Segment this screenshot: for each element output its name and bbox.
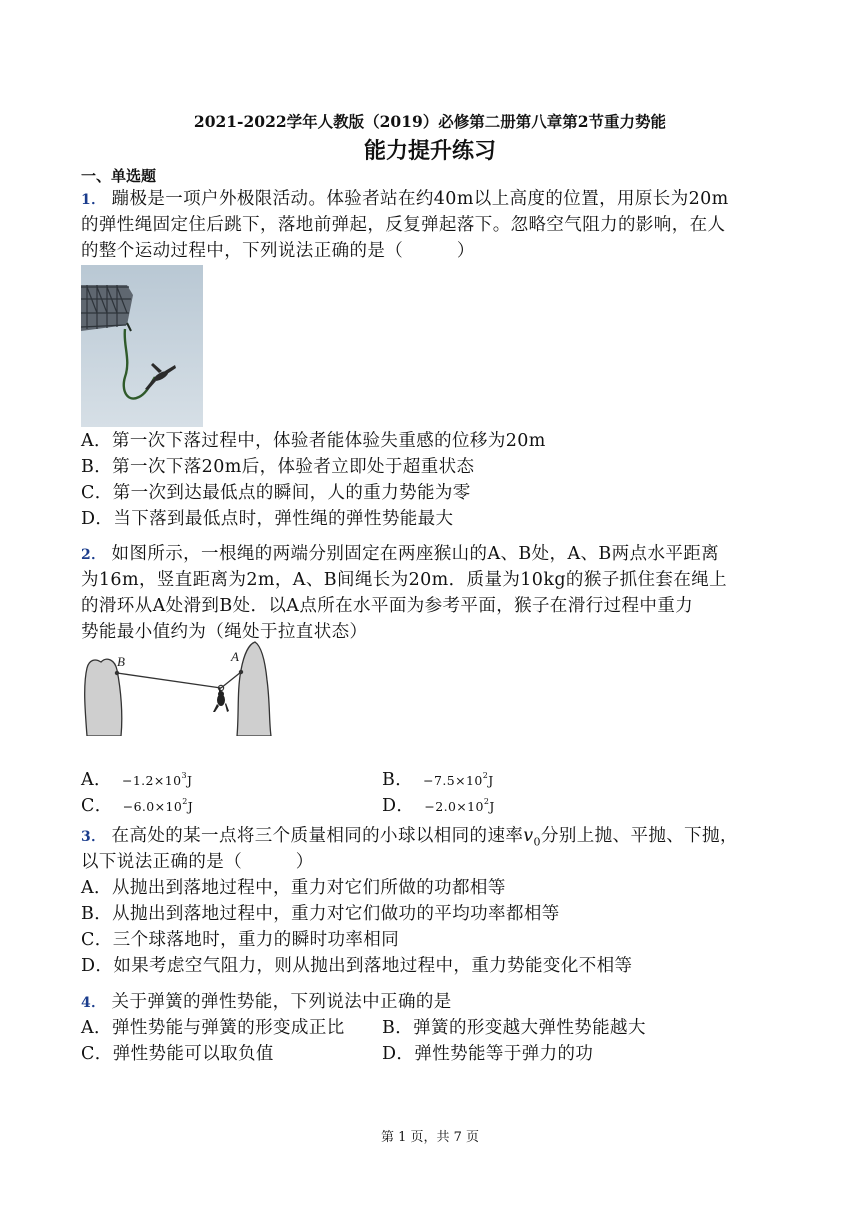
q3-option-d: D．如果考虑空气阻力，则从抛出到落地过程中，重力势能变化不相等 — [81, 956, 633, 976]
q2-line-2: 为16m，竖直距离为2m，A、B间绳长为20m．质量为10kg的猴子抓住套在绳上 — [81, 570, 728, 590]
q2-option-d: D． $-2.0\times 10^2J$ — [382, 795, 495, 816]
q2-line-1: 2． 如图所示，一根绳的两端分别固定在两座猴山的A、B处，A、B两点水平距离 — [81, 544, 720, 564]
q4-number: 4． — [81, 995, 106, 1011]
q3-option-c: C．三个球落地时，重力的瞬时功率相同 — [81, 930, 400, 950]
q1-number: 1． — [81, 192, 106, 208]
q2-option-b: B． $-7.5\times 10^2J$ — [382, 769, 494, 790]
q3-line-1: 3． 在高处的某一点将三个质量相同的小球以相同的速率$v_0$分别上抛、平抛、下抛， — [81, 826, 738, 849]
label-a: A — [231, 649, 239, 664]
q4-option-d: D．弹性势能等于弹力的功 — [382, 1044, 594, 1064]
document-title: 2021-2022学年人教版（2019）必修第二册第八章第2节重力势能 — [193, 112, 667, 131]
section-heading: 一、单选题 — [81, 167, 157, 185]
document-subtitle: 能力提升练习 — [363, 138, 496, 164]
q1-option-b: B．第一次下落20m后，体验者立即处于超重状态 — [81, 457, 475, 477]
monkey-mountain-figure — [81, 640, 281, 736]
q4-option-c: C．弹性势能可以取负值 — [81, 1044, 274, 1064]
q2-number: 2． — [81, 547, 106, 563]
bungee-photo — [81, 265, 203, 427]
q1-option-a: A．第一次下落过程中，体验者能体验失重感的位移为20m — [81, 431, 546, 451]
q2-line-3: 的滑环从A处滑到B处．以A点所在水平面为参考平面，猴子在滑行过程中重力 — [81, 596, 694, 616]
q3-option-b: B．从抛出到落地过程中，重力对它们做功的平均功率都相等 — [81, 904, 560, 924]
q2-option-c: C． $-6.0\times 10^2J$ — [81, 795, 194, 816]
page-footer: 第 1 页，共 7 页 — [380, 1130, 480, 1145]
q3-line-2: 以下说法正确的是（ ） — [81, 852, 314, 872]
q4-option-b: B．弹簧的形变越大弹性势能越大 — [382, 1018, 646, 1038]
q4-option-a: A．弹性势能与弹簧的形变成正比 — [81, 1018, 345, 1038]
q2-line-4: 势能最小值约为（绳处于拉直状态） — [81, 622, 368, 642]
q3-number: 3． — [81, 829, 106, 845]
label-b: B — [117, 654, 125, 669]
q1-line-2: 的弹性绳固定住后跳下，落地前弹起，反复弹起落下。忽略空气阻力的影响，在人 — [81, 215, 726, 235]
q4-line-1: 4． 关于弹簧的弹性势能，下列说法中正确的是 — [81, 992, 452, 1012]
q1-line-3: 的整个运动过程中，下列说法正确的是（ ） — [81, 241, 475, 261]
q2-option-a: A． $-1.2\times 10^3J$ — [81, 769, 193, 790]
q1-option-c: C．第一次到达最低点的瞬间，人的重力势能为零 — [81, 483, 471, 503]
q1-line-1: 1． 蹦极是一项户外极限活动。体验者站在约40m以上高度的位置，用原长为20m — [81, 189, 729, 209]
q3-option-a: A．从抛出到落地过程中，重力对它们所做的功都相等 — [81, 878, 506, 898]
q1-option-d: D．当下落到最低点时，弹性绳的弹性势能最大 — [81, 509, 454, 529]
